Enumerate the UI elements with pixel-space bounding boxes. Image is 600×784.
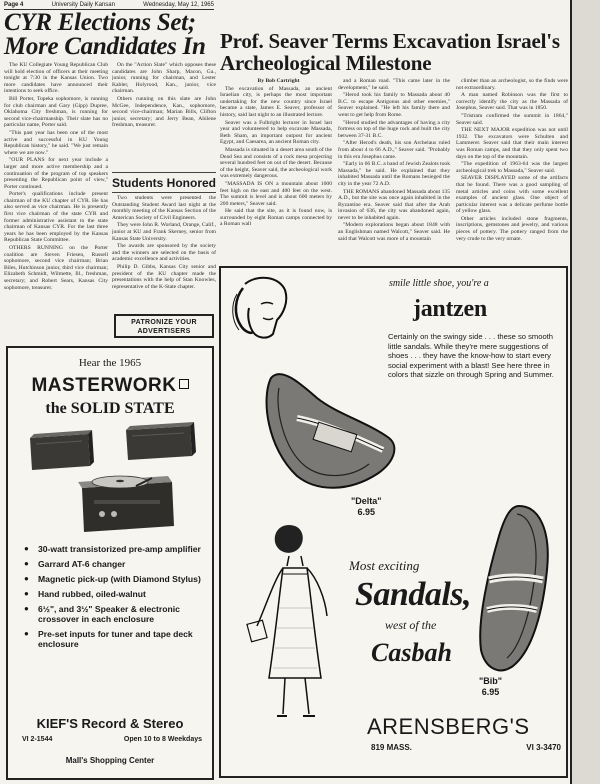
- seaver-paragraph: "Modern explorations began about 1848 with an Englishman named Walcott," Seaver said. He said that Walcott was more of a mountain: [338, 222, 450, 242]
- bib-sandal-illustration: [459, 500, 559, 676]
- jantzen-brand: jantzen: [413, 296, 487, 322]
- seaver-paragraph: "Tristram confirmed the summit in 1864," Seaver said.: [456, 112, 568, 126]
- students-paragraph: Philip D. Gibbs, Kansas City senior and president of the KU chapter made the presentations with the help of Stan Knowles, representative of the K-State chapter.: [112, 263, 216, 290]
- cyr-paragraph: "This past year has been one of the most active and successful in KU Young Republican history," he said. "We just remain where we are now.": [4, 129, 108, 156]
- students-honored-text: [112, 195, 216, 311]
- jantzen-tagline: smile little shoe, you're a: [389, 278, 489, 289]
- seaver-paragraph: climber than an archeologist, so the finds were not extraordinary.: [456, 78, 568, 91]
- mw-subtitle: the SOLID STATE: [45, 400, 175, 417]
- stereo-illustration: [22, 422, 202, 536]
- left-speaker-icon: [30, 430, 94, 470]
- seaver-paragraph: Other articles included stone fragments, inscriptions, gemstones and jewelry, and various pieces of pottery. The pottery ranged from the very crude to the very ornate.: [456, 215, 568, 242]
- seaver-paragraph: The excavation of Massada, an ancient Israelian city, is perhaps the most important undertaking for the new country since Israel became a state, James E. Seaver, professor of history, said last night to an illustrated lecture.: [220, 85, 332, 118]
- mw-feature-list: [22, 544, 208, 654]
- mw-feature: ● Pre-set inputs for tuner and tape deck enclosure: [22, 629, 208, 649]
- right-speaker-icon: [126, 422, 196, 460]
- students-paragraph: The awards are sponsored by the society and the winners are selected on the basis of academic excellence and activities.: [112, 243, 216, 263]
- seaver-paragraph: He said that the site, as it is found now, is surrounded by eight Roman camps connected by a Roman wall: [220, 208, 332, 228]
- jantzen-copy: Certainly on the swingy side . . . these so smooth little sandals. While they're mere suggestions of shoes . . . they have the know-how to start every social experiment with a blast! See here three in colors that sizzle on through Spring and Summer.: [388, 332, 554, 380]
- west-of-text: west of the: [385, 618, 437, 632]
- cyr-headline: CYR Elections Set; More Candidates In: [4, 9, 206, 60]
- mw-feature: ● 30-watt transistorized pre-amp amplifier: [22, 544, 208, 554]
- students-paragraph: They were John R. Worland, Orange, Calif., junior at KU and Frank Skerney, senior from Kansas State University.: [112, 222, 216, 242]
- arensberg-phone: VI 3-3470: [526, 743, 561, 752]
- seaver-paragraph: A man named Robinson was the first to correctly identify the city as the Massada of Josephus, Seaver said. That was in 1850.: [456, 92, 568, 112]
- issue-date: Wednesday, May 12, 1965: [143, 2, 214, 8]
- seaver-paragraph: "Herod took his family to Massada about 40 B.C. to escape Antigonus and other enemies," Seaver explained. "He left his family there and went to get help from Rome.: [338, 92, 450, 118]
- page-binding-edge: [570, 0, 600, 784]
- mw-brand-text: MASTERWORK: [31, 375, 177, 396]
- seaver-paragraph: "MASSADA IS ON a mountain about 1000 feet high on the east and 400 feet on the west. The summit is level and is about 600 meters by 200 meters," Seaver said.: [220, 180, 332, 207]
- seaver-column-1: [220, 78, 332, 262]
- page-number: Page 4: [4, 2, 24, 8]
- cyr-paragraph: Porter's qualifications include present chairman of the KU chapter of CYR. He has also served as vice chairman. He is presently first vice chairman of the state CYR and former administrative assistant to the state chairman of Kansas CYR. For the last three years he has been employed by the Kansas Republican State Committee.: [4, 191, 108, 244]
- delta-price: 6.95: [357, 507, 376, 517]
- cyr-column-1: [4, 62, 108, 344]
- cyr-paragraph: "OUR PLANS for next year include a larger and more active membership and a continuation of the program of top speakers presenting the Republican point of view," Porter continued.: [4, 157, 108, 190]
- students-paragraph: Two students were presented the Outstanding Student Award last night at the monthly meeting of the Kansas Section of the American Society of Civil Engineers.: [112, 195, 216, 221]
- mw-brand: [8, 375, 212, 397]
- mw-feature: ● 6½", and 3½" Speaker & electronic crossover in each enclosure: [22, 604, 208, 624]
- seaver-paragraph: and a Roman road. "This came later in the development," he said.: [338, 78, 450, 91]
- seaver-column-2: [338, 78, 450, 262]
- seaver-paragraph: "Herod studied the advantages of having a city fortress on top of the huge rock and built the city between 37-31 B.C.: [338, 119, 450, 139]
- masterwork-logo-icon: [179, 379, 189, 389]
- seaver-paragraph: SEAVER DISPLAYED some of the artifacts that he found. There was a good sampling of metal articles and coins with some excellent examples of ancient glass. One object of particular interest was a delicate perfume bottle of yellow glass.: [456, 175, 568, 215]
- paper-name: University Daily Kansan: [51, 2, 115, 8]
- mw-feature: ● Garrard AT-6 changer: [22, 559, 208, 569]
- casbah-text: Casbah: [371, 638, 452, 667]
- delta-name: "Delta": [351, 496, 382, 506]
- woman-figure-illustration: [245, 518, 345, 728]
- bib-price: 6.95: [481, 687, 500, 697]
- delta-price-tag: [351, 496, 382, 518]
- mw-hear-text: Hear the 1965: [78, 357, 142, 369]
- mw-store-name: KIEF'S Record & Stereo: [36, 716, 184, 731]
- masterwork-advertisement: [6, 346, 214, 780]
- seaver-column-3: [456, 78, 568, 262]
- cyr-paragraph: Others running on this slate are John McGee, Independence, Kan., sophomore, second vice-chairman; Marian Bills, Clifton junior, secretary; and Jerry Bean, Abilene freshman, treasurer.: [112, 95, 216, 129]
- students-honored-title: Students Honored: [112, 173, 216, 193]
- mw-contact-line: [22, 736, 202, 743]
- turntable-icon: [78, 476, 174, 532]
- seaver-paragraph: Massada is situated in a desert area south of the Dead Sea and consists of a rock mesa projecting several hundred feet on out of the desert. Because of the height, Seaver said, the archeological work was extremely dangerous.: [220, 146, 332, 180]
- arensberg-store-name: ARENSBERG'S: [367, 714, 530, 739]
- cyr-column-2: [112, 62, 216, 170]
- mw-feature: ● Magnetic pick-up (with Diamond Stylus): [22, 574, 208, 584]
- bib-name: "Bib": [479, 676, 503, 686]
- seaver-paragraph: "The expedition of 1963-64 was the largest archeological trek to Massada," Seaver said.: [456, 161, 568, 174]
- mw-location: Mall's Shopping Center: [65, 756, 155, 765]
- arensberg-contact-line: [371, 743, 561, 752]
- cyr-paragraph: The KU Collegiate Young Republican Club will hold election of officers at their meeting tonight at 7:30 in the Kansas Union. Two more candidates have announced their intentions to seek office.: [4, 62, 108, 95]
- seaver-paragraph: "After Herod's death, his son Archelaus ruled from about 4 to 66 A.D.," Seaver said. "Probably in this era Josephus came.: [338, 140, 450, 160]
- delta-sandal-illustration: [257, 358, 407, 494]
- cyr-paragraph: On the "Action Slate" which opposes these candidates are John Sharp, Macon, Ga., junior, running for chairman, and Lester Kabler, Holyrood, Kan., junior, vice chairman.: [112, 62, 216, 95]
- cyr-paragraph: OTHERS RUNNING on the Porter coalition are Steven Friesen, Russell sophomore, second vice chairman; Brian Biles, Hutchinson junior, third vice chairman; Elizabeth Schmidt, Wilmette, Ill., freshman, secretary; and Robert Sears, Kansas City sophomore, treasurer.: [4, 245, 108, 291]
- byline: By Bob Cartright: [257, 78, 300, 84]
- arensberg-address: 819 MASS.: [371, 743, 412, 752]
- sandals-text: Sandals,: [355, 576, 471, 613]
- seaver-paragraph: THE NEXT MAJOR expedition was not until 1932. The excavators were Schulten and Lammerer. Seaver said that their main interest was Roman camps, and that they only spent two days on the top of the mountain.: [456, 127, 568, 160]
- seaver-headline: Prof. Seaver Terms Excavation Israel's Archeological Milestone: [220, 29, 560, 75]
- seaver-paragraph: THE ROMANS abandoned Massada about 135 A.D., but the site was once again inhabited in the Byzantine era. Seaver said that after the Arab invasion of 636, the city was abandoned again, never to be inhabited again.: [338, 188, 450, 221]
- mw-hours: Open 10 to 8 Weekdays: [123, 736, 202, 743]
- most-exciting-text: Most exciting: [349, 558, 420, 573]
- bib-price-tag: [479, 676, 502, 698]
- patronize-advertisers-box: PATRONIZE YOUR ADVERTISERS: [114, 314, 214, 338]
- arensberg-advertisement: [219, 266, 568, 778]
- mw-phone: VI 2-1544: [22, 736, 53, 743]
- mw-feature: ● Hand rubbed, oiled-walnut: [22, 589, 208, 599]
- woman-face-illustration: [227, 274, 297, 358]
- seaver-paragraph: Seaver was a Fulbright lecturer in Israel last year and volunteered to help excavate Massada, Beth Sham, an important outpost for ancient Egypt, and Caesarea, an ancient Roman city.: [220, 119, 332, 146]
- seaver-paragraph: "Early in 66 B.C. a band of Jewish Zealots took Massada," he said. He explained that they inhabited Massada until the Romans besieged the city in the year 72 A.D.: [338, 161, 450, 187]
- cyr-paragraph: Bill Porter, Topeka sophomore, is running for club chairman and Gary (Gipp) Dupree, Oklahoma City freshman, is running for second vice-chairmanship. Their slate has no particular name, Porter said.: [4, 95, 108, 129]
